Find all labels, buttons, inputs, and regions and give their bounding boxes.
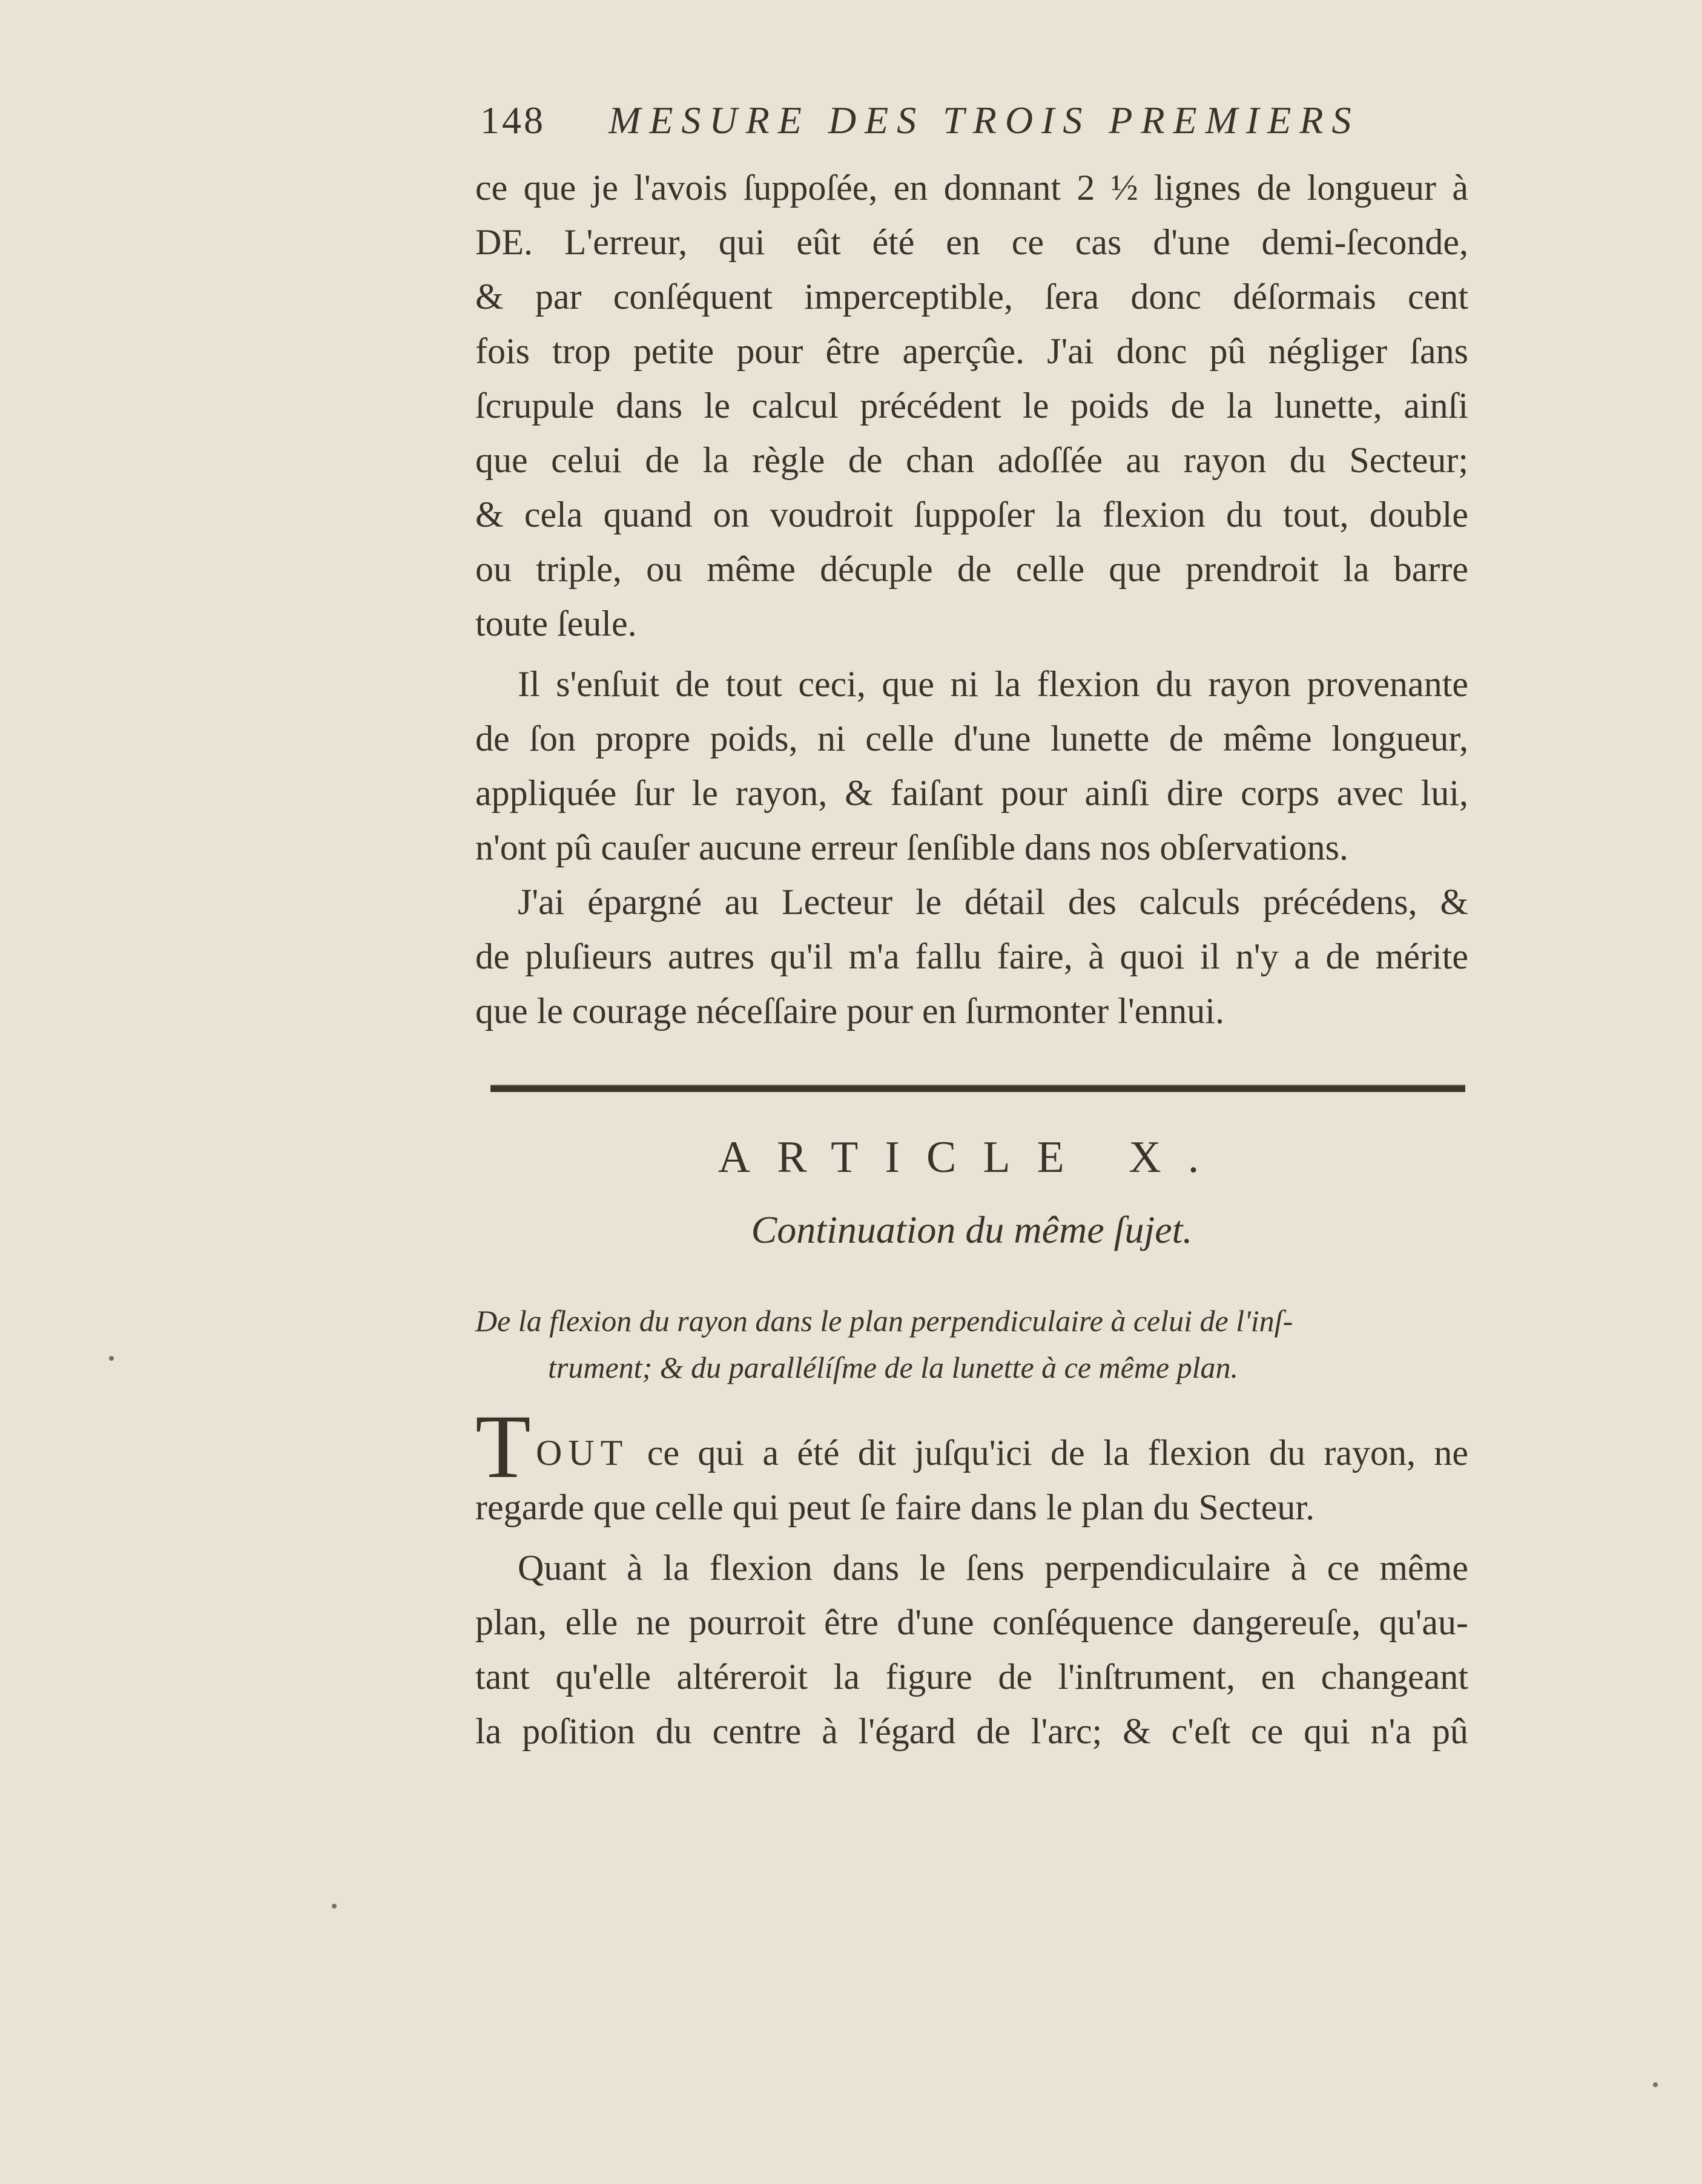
first-word-rest: OUT — [536, 1433, 629, 1473]
section-rule — [490, 1085, 1465, 1092]
summary-line: trument; & du parallélíſme de la lunette à ce même plan. — [548, 1350, 1239, 1384]
running-title: MESURE DES TROIS PREMIERS — [609, 99, 1360, 142]
text-line: DE. L'erreur, qui eût été en ce cas d'une demi-ſeconde, — [475, 222, 1468, 262]
text-line: de ſon propre poids, ni celle d'une lunette de même longueur, — [475, 719, 1468, 758]
article-subtitle: Continuation du même ſujet. — [751, 1208, 1193, 1251]
text-line: J'ai épargné au Lecteur le détail des calculs précédens, & — [518, 882, 1468, 922]
text-line: plan, elle ne pourroit être d'une conſéquence dangereuſe, qu'au- — [475, 1602, 1468, 1642]
text-line: tant qu'elle altéreroit la figure de l'inſtrument, en changeant — [475, 1657, 1468, 1697]
text-line-rest: ce qui a été dit juſqu'ici de la flexion du rayon, ne — [647, 1433, 1468, 1473]
text-line: Il s'enſuit de tout ceci, que ni la flexion du rayon provenante — [518, 664, 1468, 704]
text-line: ſcrupule dans le calcul précédent le poids de la lunette, ainſi — [475, 386, 1468, 426]
page-number: 148 — [480, 99, 546, 142]
text-line: de pluſieurs autres qu'il m'a fallu faire, à quoi il n'y a de mérite — [475, 936, 1468, 976]
running-header — [475, 91, 1468, 157]
drop-cap: T — [475, 1396, 531, 1497]
paper-speck — [1653, 2082, 1658, 2087]
article-title: ARTICLE X. — [717, 1133, 1226, 1182]
text-line — [475, 1426, 1468, 1480]
text-line: la poſition du centre à l'égard de l'arc; & c'eſt ce qui n'a pû — [475, 1711, 1468, 1751]
paper-speck — [109, 1356, 114, 1361]
text-line: ce que je l'avois ſuppoſée, en donnant 2 ½ lignes de longueur à — [475, 168, 1468, 208]
text-line: appliquée ſur le rayon, & faiſant pour ainſi dire corps avec lui, — [475, 773, 1468, 813]
text-line: que le courage néceſſaire pour en ſurmonter l'ennui. — [475, 991, 1224, 1031]
text-line: n'ont pû cauſer aucune erreur ſenſible dans nos obſervations. — [475, 827, 1348, 867]
text-line: ou triple, ou même décuple de celle que prendroit la barre — [475, 549, 1468, 589]
text-line: & cela quand on voudroit ſuppoſer la flexion du tout, double — [475, 495, 1468, 534]
text-line: que celui de la règle de chan adoſſée au rayon du Secteur; — [475, 440, 1468, 480]
paper-speck — [332, 1904, 337, 1909]
text-line: toute ſeule. — [475, 604, 637, 643]
text-line: & par conſéquent imperceptible, ſera donc déſormais cent — [475, 277, 1468, 317]
text-line: regarde que celle qui peut ſe faire dans le plan du Secteur. — [475, 1487, 1315, 1527]
text-line: Quant à la flexion dans le ſens perpendiculaire à ce même — [518, 1548, 1468, 1588]
summary-line: De la flexion du rayon dans le plan perpendiculaire à celui de l'inſ- — [475, 1304, 1293, 1338]
text-line: fois trop petite pour être aperçûe. J'ai donc pû négliger ſans — [475, 331, 1468, 371]
